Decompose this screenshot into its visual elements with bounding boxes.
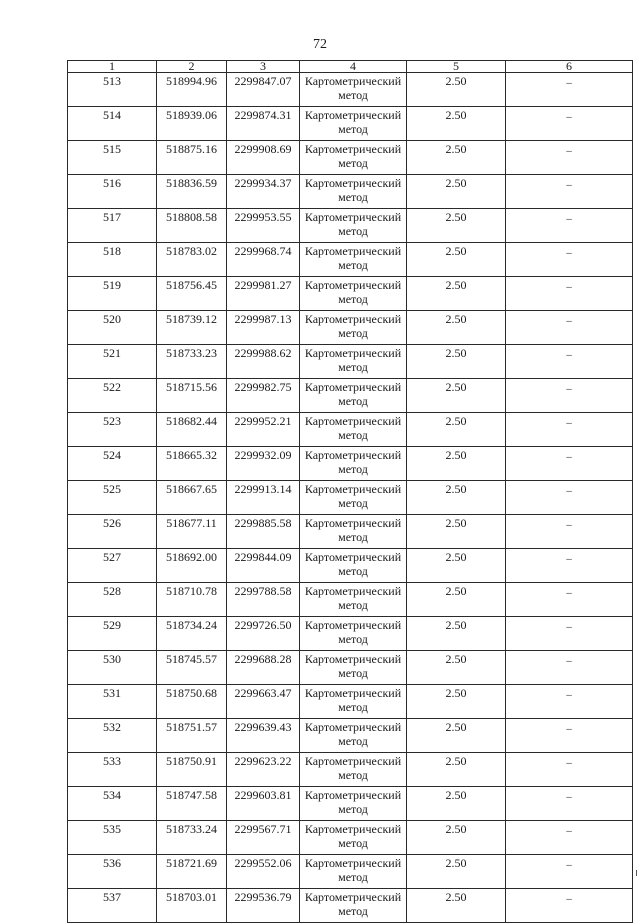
x-coordinate-cell: 518750.68 [157, 685, 227, 719]
header-col-3: 3 [227, 61, 300, 73]
method-cell: Картометрический метод [300, 481, 407, 515]
point-number-cell: 516 [68, 175, 157, 209]
y-coordinate-cell: 2299952.21 [227, 413, 300, 447]
header-row [68, 61, 633, 73]
table-row [68, 345, 633, 379]
table-row [68, 855, 633, 889]
table-row [68, 719, 633, 753]
x-coordinate-cell: 518734.24 [157, 617, 227, 651]
table-row [68, 685, 633, 719]
note-cell: – [506, 889, 633, 923]
accuracy-cell: 2.50 [407, 379, 506, 413]
point-number-cell: 520 [68, 311, 157, 345]
accuracy-cell: 2.50 [407, 549, 506, 583]
method-cell: Картометрический метод [300, 889, 407, 923]
y-coordinate-cell: 2299988.62 [227, 345, 300, 379]
method-cell: Картометрический метод [300, 651, 407, 685]
note-cell: – [506, 277, 633, 311]
method-cell: Картометрический метод [300, 787, 407, 821]
note-cell: – [506, 515, 633, 549]
point-number-cell: 526 [68, 515, 157, 549]
y-coordinate-cell: 2299982.75 [227, 379, 300, 413]
point-number-cell: 514 [68, 107, 157, 141]
y-coordinate-cell: 2299567.71 [227, 821, 300, 855]
note-cell: – [506, 243, 633, 277]
y-coordinate-cell: 2299663.47 [227, 685, 300, 719]
table-body [68, 73, 633, 923]
method-cell: Картометрический метод [300, 345, 407, 379]
y-coordinate-cell: 2299874.31 [227, 107, 300, 141]
table-row [68, 73, 633, 107]
accuracy-cell: 2.50 [407, 889, 506, 923]
x-coordinate-cell: 518710.78 [157, 583, 227, 617]
x-coordinate-cell: 518939.06 [157, 107, 227, 141]
x-coordinate-cell: 518682.44 [157, 413, 227, 447]
table-row [68, 243, 633, 277]
point-number-cell: 531 [68, 685, 157, 719]
y-coordinate-cell: 2299688.28 [227, 651, 300, 685]
y-coordinate-cell: 2299885.58 [227, 515, 300, 549]
point-number-cell: 523 [68, 413, 157, 447]
point-number-cell: 533 [68, 753, 157, 787]
note-cell: – [506, 719, 633, 753]
method-cell: Картометрический метод [300, 617, 407, 651]
table-row [68, 617, 633, 651]
table-row [68, 889, 633, 923]
y-coordinate-cell: 2299913.14 [227, 481, 300, 515]
x-coordinate-cell: 518677.11 [157, 515, 227, 549]
accuracy-cell: 2.50 [407, 821, 506, 855]
accuracy-cell: 2.50 [407, 345, 506, 379]
note-cell: – [506, 549, 633, 583]
method-cell: Картометрический метод [300, 855, 407, 889]
y-coordinate-cell: 2299847.07 [227, 73, 300, 107]
note-cell: – [506, 141, 633, 175]
accuracy-cell: 2.50 [407, 685, 506, 719]
y-coordinate-cell: 2299603.81 [227, 787, 300, 821]
method-cell: Картометрический метод [300, 685, 407, 719]
table-row [68, 209, 633, 243]
accuracy-cell: 2.50 [407, 209, 506, 243]
x-coordinate-cell: 518747.58 [157, 787, 227, 821]
note-cell: – [506, 107, 633, 141]
x-coordinate-cell: 518721.69 [157, 855, 227, 889]
accuracy-cell: 2.50 [407, 243, 506, 277]
header-col-5: 5 [407, 61, 506, 73]
accuracy-cell: 2.50 [407, 73, 506, 107]
page-number: 72 [313, 37, 327, 52]
x-coordinate-cell: 518756.45 [157, 277, 227, 311]
table-row [68, 549, 633, 583]
accuracy-cell: 2.50 [407, 141, 506, 175]
x-coordinate-cell: 518745.57 [157, 651, 227, 685]
table-row [68, 821, 633, 855]
accuracy-cell: 2.50 [407, 311, 506, 345]
table-row [68, 753, 633, 787]
accuracy-cell: 2.50 [407, 651, 506, 685]
coordinates-table [67, 60, 633, 923]
y-coordinate-cell: 2299788.58 [227, 583, 300, 617]
point-number-cell: 529 [68, 617, 157, 651]
point-number-cell: 518 [68, 243, 157, 277]
y-coordinate-cell: 2299934.37 [227, 175, 300, 209]
accuracy-cell: 2.50 [407, 481, 506, 515]
note-cell: – [506, 651, 633, 685]
note-cell: – [506, 175, 633, 209]
note-cell: – [506, 345, 633, 379]
method-cell: Картометрический метод [300, 107, 407, 141]
scan-edge-mark [636, 870, 637, 876]
x-coordinate-cell: 518750.91 [157, 753, 227, 787]
y-coordinate-cell: 2299908.69 [227, 141, 300, 175]
note-cell: – [506, 413, 633, 447]
note-cell: – [506, 73, 633, 107]
x-coordinate-cell: 518994.96 [157, 73, 227, 107]
table-row [68, 107, 633, 141]
point-number-cell: 535 [68, 821, 157, 855]
point-number-cell: 537 [68, 889, 157, 923]
note-cell: – [506, 447, 633, 481]
point-number-cell: 521 [68, 345, 157, 379]
x-coordinate-cell: 518667.65 [157, 481, 227, 515]
point-number-cell: 522 [68, 379, 157, 413]
header-col-4: 4 [300, 61, 407, 73]
header-col-2: 2 [157, 61, 227, 73]
accuracy-cell: 2.50 [407, 107, 506, 141]
x-coordinate-cell: 518808.58 [157, 209, 227, 243]
method-cell: Картометрический метод [300, 311, 407, 345]
note-cell: – [506, 855, 633, 889]
table-row [68, 651, 633, 685]
accuracy-cell: 2.50 [407, 515, 506, 549]
note-cell: – [506, 753, 633, 787]
y-coordinate-cell: 2299552.06 [227, 855, 300, 889]
note-cell: – [506, 379, 633, 413]
table-row [68, 277, 633, 311]
note-cell: – [506, 311, 633, 345]
y-coordinate-cell: 2299536.79 [227, 889, 300, 923]
table-row [68, 413, 633, 447]
header-col-1: 1 [68, 61, 157, 73]
y-coordinate-cell: 2299987.13 [227, 311, 300, 345]
accuracy-cell: 2.50 [407, 277, 506, 311]
x-coordinate-cell: 518875.16 [157, 141, 227, 175]
accuracy-cell: 2.50 [407, 413, 506, 447]
x-coordinate-cell: 518733.24 [157, 821, 227, 855]
x-coordinate-cell: 518733.23 [157, 345, 227, 379]
method-cell: Картометрический метод [300, 549, 407, 583]
note-cell: – [506, 685, 633, 719]
table-row [68, 379, 633, 413]
table-row [68, 583, 633, 617]
point-number-cell: 534 [68, 787, 157, 821]
method-cell: Картометрический метод [300, 719, 407, 753]
point-number-cell: 536 [68, 855, 157, 889]
accuracy-cell: 2.50 [407, 753, 506, 787]
note-cell: – [506, 787, 633, 821]
point-number-cell: 530 [68, 651, 157, 685]
x-coordinate-cell: 518703.01 [157, 889, 227, 923]
y-coordinate-cell: 2299726.50 [227, 617, 300, 651]
table-row [68, 175, 633, 209]
point-number-cell: 524 [68, 447, 157, 481]
x-coordinate-cell: 518692.00 [157, 549, 227, 583]
note-cell: – [506, 821, 633, 855]
point-number-cell: 532 [68, 719, 157, 753]
point-number-cell: 527 [68, 549, 157, 583]
y-coordinate-cell: 2299623.22 [227, 753, 300, 787]
accuracy-cell: 2.50 [407, 447, 506, 481]
point-number-cell: 528 [68, 583, 157, 617]
accuracy-cell: 2.50 [407, 787, 506, 821]
point-number-cell: 525 [68, 481, 157, 515]
table-row [68, 447, 633, 481]
method-cell: Картометрический метод [300, 447, 407, 481]
method-cell: Картометрический метод [300, 753, 407, 787]
y-coordinate-cell: 2299639.43 [227, 719, 300, 753]
x-coordinate-cell: 518751.57 [157, 719, 227, 753]
accuracy-cell: 2.50 [407, 617, 506, 651]
method-cell: Картометрический метод [300, 209, 407, 243]
x-coordinate-cell: 518715.56 [157, 379, 227, 413]
note-cell: – [506, 481, 633, 515]
method-cell: Картометрический метод [300, 821, 407, 855]
point-number-cell: 515 [68, 141, 157, 175]
y-coordinate-cell: 2299932.09 [227, 447, 300, 481]
method-cell: Картометрический метод [300, 73, 407, 107]
header-col-6: 6 [506, 61, 633, 73]
table-row [68, 515, 633, 549]
accuracy-cell: 2.50 [407, 583, 506, 617]
accuracy-cell: 2.50 [407, 175, 506, 209]
x-coordinate-cell: 518836.59 [157, 175, 227, 209]
method-cell: Картометрический метод [300, 515, 407, 549]
x-coordinate-cell: 518739.12 [157, 311, 227, 345]
note-cell: – [506, 583, 633, 617]
method-cell: Картометрический метод [300, 277, 407, 311]
point-number-cell: 517 [68, 209, 157, 243]
accuracy-cell: 2.50 [407, 719, 506, 753]
method-cell: Картометрический метод [300, 413, 407, 447]
accuracy-cell: 2.50 [407, 855, 506, 889]
method-cell: Картометрический метод [300, 379, 407, 413]
y-coordinate-cell: 2299968.74 [227, 243, 300, 277]
table-row [68, 481, 633, 515]
y-coordinate-cell: 2299953.55 [227, 209, 300, 243]
method-cell: Картометрический метод [300, 243, 407, 277]
y-coordinate-cell: 2299981.27 [227, 277, 300, 311]
table-row [68, 787, 633, 821]
x-coordinate-cell: 518783.02 [157, 243, 227, 277]
table-row [68, 141, 633, 175]
x-coordinate-cell: 518665.32 [157, 447, 227, 481]
point-number-cell: 519 [68, 277, 157, 311]
note-cell: – [506, 617, 633, 651]
method-cell: Картометрический метод [300, 583, 407, 617]
method-cell: Картометрический метод [300, 141, 407, 175]
y-coordinate-cell: 2299844.09 [227, 549, 300, 583]
note-cell: – [506, 209, 633, 243]
table-row [68, 311, 633, 345]
method-cell: Картометрический метод [300, 175, 407, 209]
point-number-cell: 513 [68, 73, 157, 107]
